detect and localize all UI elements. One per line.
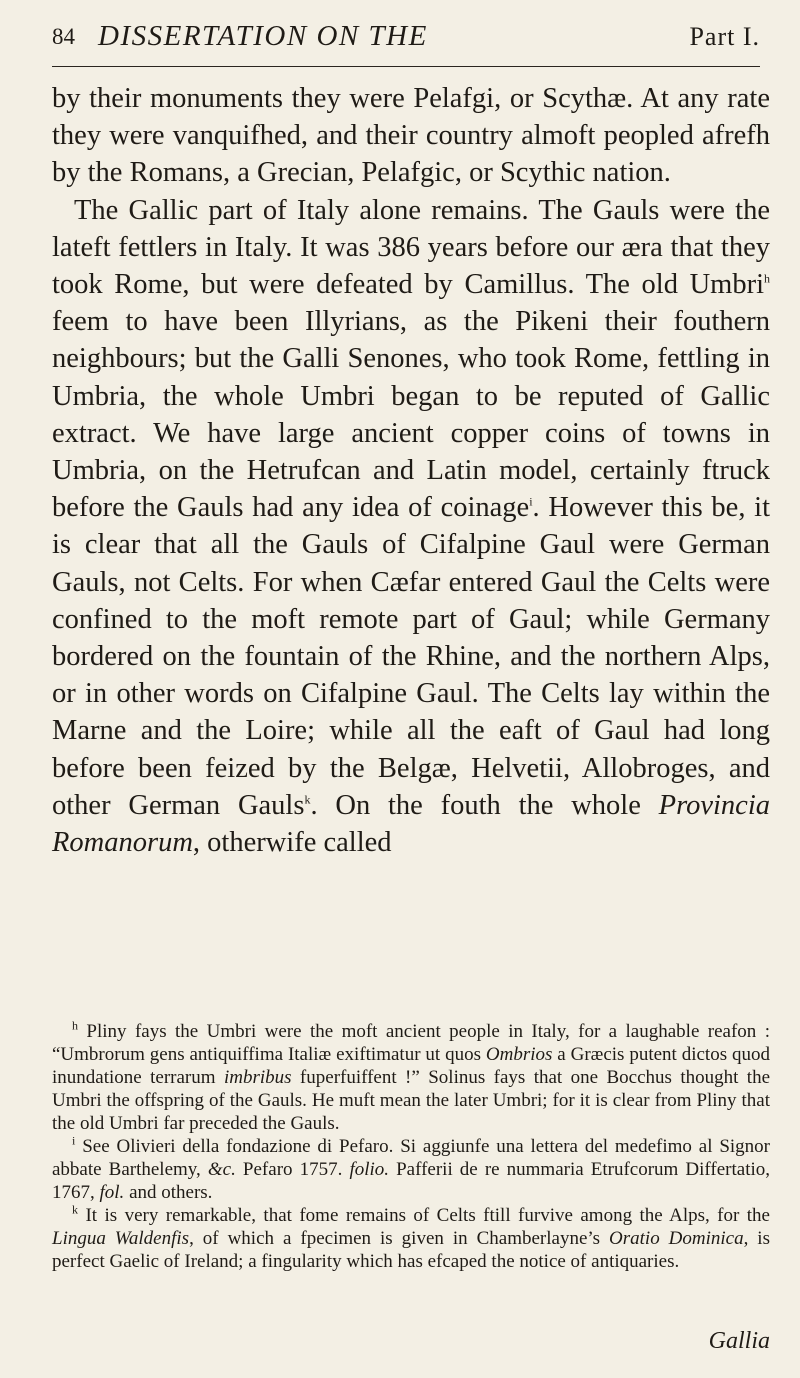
main-text [52,80,770,861]
footnote-k [52,1204,770,1273]
footnote-mark-h: h [72,1018,78,1033]
footnote-ref-i[interactable]: i [529,494,533,509]
paragraph-1 [52,80,770,192]
footnote-i [52,1135,770,1204]
footnote-ref-h[interactable]: h [764,271,770,286]
footnote-i-italic-1: &c. [207,1159,236,1180]
paragraph-2-text-c: . However this be, it is clear that all the Gauls of Cifalpine Gaul were German Gauls, not Celts. For when Cæfar entered Gaul the Celts were confined to the moft remote part of Gaul; while Germany bordered on the fountain of the Rhine, and the northern Alps, or in other words on Cifalpine Gaul. The Celts lay within the Marne and the Loire; while all the eaft of Gaul had long before been feized by the Belgæ, Helvetii, Allobroges, and other German Gauls [52,492,770,821]
paragraph-2-text-d: . On the fouth the whole [310,789,659,821]
footnote-h-text-b: a Græcis putent dictos quod inundatione terrarum [52,1044,770,1088]
part-label: Part I. [689,22,760,51]
footnote-h-italic-2: imbribus [223,1067,292,1088]
footnote-k-text-b: , of which a fpecimen is given in Chamberlayne’s [189,1228,610,1249]
running-title: DISSERTATION ON THE [98,20,428,52]
footnote-i-text-d: and others. [124,1182,213,1203]
paragraph-2-italic: Provincia Romanorum [52,789,770,859]
paragraph-2-text-e: , otherwife called [192,827,392,859]
footnote-h [52,1020,770,1135]
footnote-i-text-c: Pafferii de re nummaria Etrufcorum Differtatio, 1767, [52,1159,771,1203]
footnote-h-text-c: fuperfuiffent !” Solinus fays that one Bocchus thought the Umbri the offspring of the Gauls. He muft mean the later Umbri; for it is clear from Pliny that the old Umbri far preceded the Gauls. [52,1067,770,1134]
footnote-h-italic-1: Ombrios [485,1044,553,1065]
paragraph-1-text: by their monuments they were Pelafgi, or Scythæ. At any rate they were vanquifhed, and their country almoft peopled afrefh by the Romans, a Grecian, Pelafgic, or Scythic nation. [52,83,770,189]
footnote-h-text-a: Pliny fays the Umbri were the moft ancient people in Italy, for a laughable reafon : “Umbrorum gens antiquiffima Italiæ exiftimatur ut quos [52,1021,770,1065]
footnote-k-italic-2: Oratio Dominica [609,1228,744,1249]
paragraph-2-text-a: The Gallic part of Italy alone remains. The Gauls were the lateft fettlers in Italy. It was 386 years before our æra that they took Rome, but were defeated by Camillus. The old Umbri [52,194,770,301]
footnote-i-text-a: See Olivieri della fondazione di Pefaro. Si aggiunfe una lettera del medefimo al Signor abbate Barthelemy, [52,1136,770,1180]
footnotes [52,1020,770,1273]
footnote-k-italic-1: Lingua Waldenfis [52,1228,190,1249]
paragraph-2 [52,192,770,862]
page-number: 84 [52,24,75,49]
footnote-ref-k[interactable]: k [304,792,311,807]
footnote-k-text-a: It is very remarkable, that fome remains of Celts ftill furvive among the Alps, for the [78,1205,770,1226]
footnote-mark-k: k [72,1202,78,1217]
footnote-i-italic-2: folio. [349,1159,390,1180]
footnote-i-text-b: Pefaro 1757. [235,1159,350,1180]
footnote-i-italic-3: fol. [99,1182,125,1203]
footnote-mark-i: i [72,1133,76,1148]
catchword: Gallia [708,1328,770,1354]
paragraph-2-text-b: feem to have been Illyrians, as the Pikeni their fouthern neighbours; but the Galli Senones, who took Rome, fettling in Umbria, the whole Umbri began to be reputed of Gallic extract. We have large ancient copper coins of towns in Umbria, on the Hetrufcan and Latin model, certainly ftruck before the Gauls had any idea of coinage [52,306,770,524]
footnote-k-text-c: , is perfect Gaelic of Ireland; a fingularity which has efcaped the notice of antiquaries. [52,1228,770,1272]
page-header [52,18,760,67]
